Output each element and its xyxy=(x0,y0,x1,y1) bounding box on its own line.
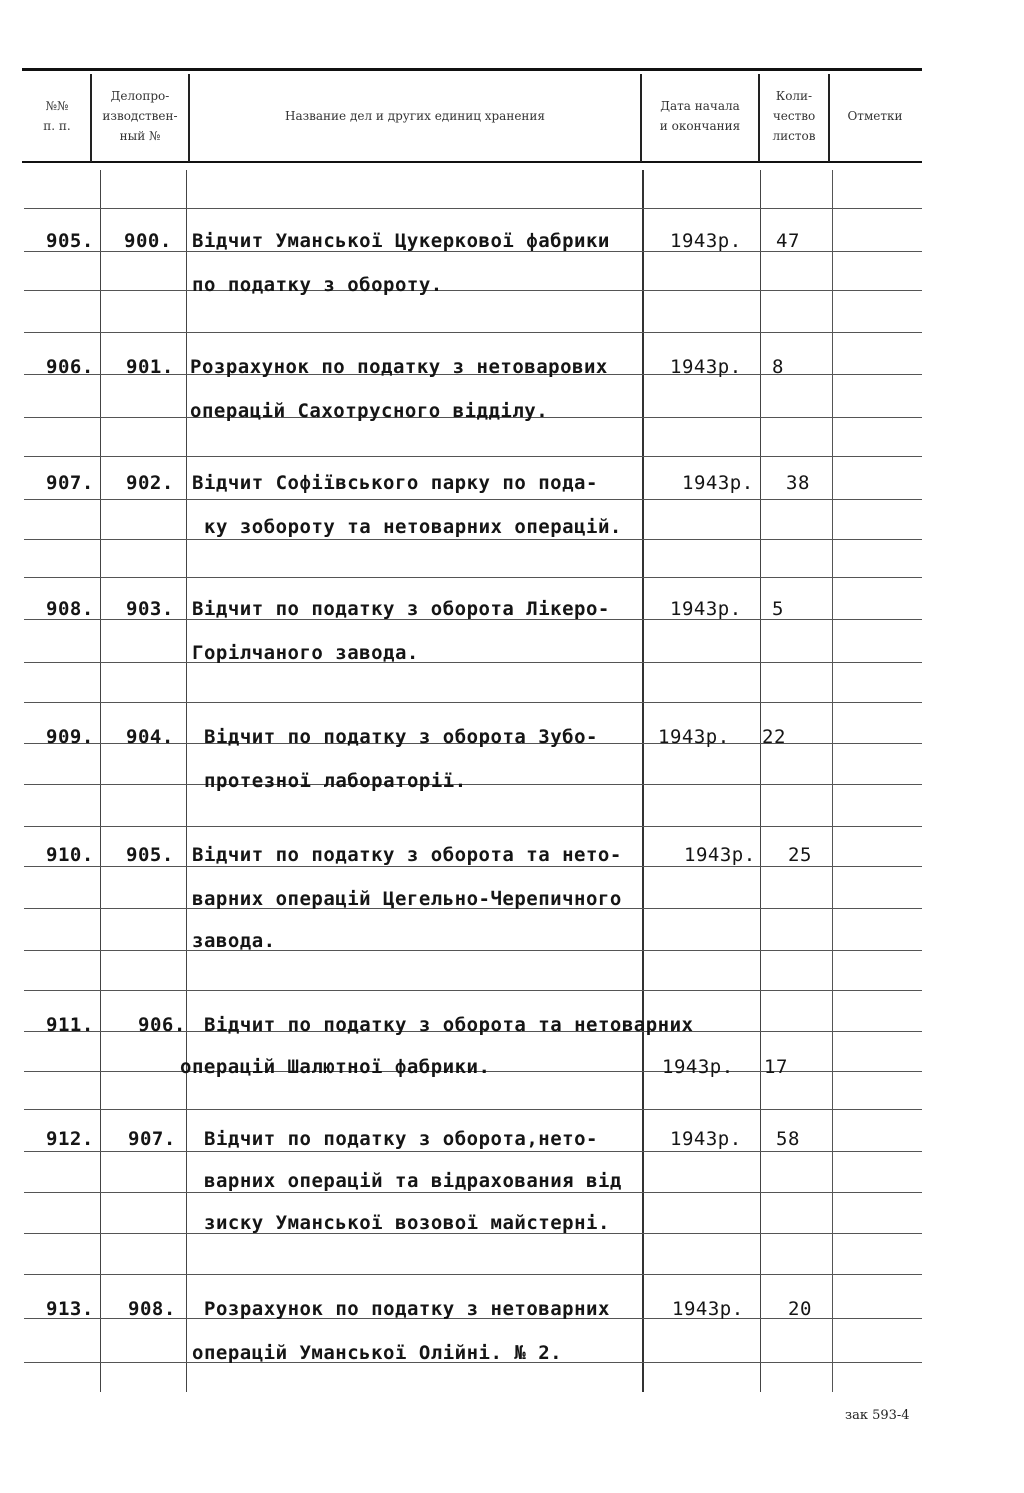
row-906-title-line-1: Розрахунок по податку з нетоварових xyxy=(190,356,608,378)
row-906-num: 906. xyxy=(46,356,94,378)
row-910-date: 1943р. xyxy=(684,844,756,866)
row-909-date: 1943р. xyxy=(658,726,730,748)
row-912-title-line-2: варних операцій та відрахования від xyxy=(204,1170,622,1192)
ruled-line xyxy=(24,702,922,703)
row-913-title-line-1: Розрахунок по податку з нетоварних xyxy=(204,1298,610,1320)
row-911-date: 1943р. xyxy=(662,1056,734,1078)
row-910-num: 910. xyxy=(46,844,94,866)
row-910-office: 905. xyxy=(126,844,174,866)
ruled-line xyxy=(24,290,922,291)
row-908-title-line-2: Горілчаного завода. xyxy=(192,642,419,664)
ruled-line xyxy=(24,577,922,578)
row-907-title-line-1: Відчит Софіївського парку по пода- xyxy=(192,472,598,494)
row-913-sheets: 20 xyxy=(788,1298,812,1320)
row-909-title-line-1: Відчит по податку з оборота Зубо- xyxy=(204,726,598,748)
row-906-office: 901. xyxy=(126,356,174,378)
row-912-sheets: 58 xyxy=(776,1128,800,1150)
row-911-num: 911. xyxy=(46,1014,94,1036)
row-907-date: 1943р. xyxy=(682,472,754,494)
ruled-line xyxy=(24,1274,922,1275)
ruled-line xyxy=(24,456,922,457)
col-divider-header-4 xyxy=(758,74,760,162)
row-907-sheets: 38 xyxy=(786,472,810,494)
row-909-sheets: 22 xyxy=(762,726,786,748)
ruled-line xyxy=(24,826,922,827)
header-notes: Отметки xyxy=(847,109,903,123)
header-office-number: Делопро- изводствен- ный № xyxy=(102,89,178,143)
col-divider-3 xyxy=(642,170,644,1392)
col-divider-header-2 xyxy=(188,74,190,162)
ruled-line xyxy=(24,784,922,785)
row-905-num: 905. xyxy=(46,230,94,252)
ruled-line xyxy=(24,950,922,951)
row-910-title-line-1: Відчит по податку з оборота та нето- xyxy=(192,844,622,866)
row-913-num: 913. xyxy=(46,1298,94,1320)
col-divider-5 xyxy=(832,170,833,1392)
ruled-line xyxy=(24,1151,922,1152)
row-905-sheets: 47 xyxy=(776,230,800,252)
col-divider-2 xyxy=(186,170,187,1392)
row-905-office: 900. xyxy=(124,230,172,252)
row-912-title-line-3: зиску Уманської возової майстерні. xyxy=(204,1212,610,1234)
col-divider-header-5 xyxy=(828,74,830,162)
ruled-line xyxy=(24,499,922,500)
row-908-num: 908. xyxy=(46,598,94,620)
row-908-title-line-1: Відчит по податку з оборота Лікеро- xyxy=(192,598,610,620)
header-title: Название дел и других единиц хранения xyxy=(284,109,545,123)
row-907-office: 902. xyxy=(126,472,174,494)
row-905-title-line-2: по податку з обороту. xyxy=(192,274,443,296)
header-bottom-rule xyxy=(22,161,922,163)
row-911-office: 906. xyxy=(138,1014,186,1036)
ruled-line xyxy=(24,662,922,663)
ruled-line xyxy=(24,1109,922,1110)
row-912-office: 907. xyxy=(128,1128,176,1150)
header-top-rule xyxy=(22,68,922,71)
row-905-title-line-1: Відчит Уманської Цукеркової фабрики xyxy=(192,230,610,252)
row-911-title-line-1: Відчит по податку з оборота та нетоварних xyxy=(204,1014,694,1036)
row-910-sheets: 25 xyxy=(788,844,812,866)
row-906-date: 1943р. xyxy=(670,356,742,378)
row-907-title-line-2: ку зобороту та нетоварних операцій. xyxy=(204,516,622,538)
row-911-sheets: 17 xyxy=(764,1056,788,1078)
row-910-title-line-3: завода. xyxy=(192,930,276,952)
ruled-line xyxy=(24,332,922,333)
col-divider-header-3 xyxy=(640,74,642,162)
col-divider-4 xyxy=(760,170,761,1392)
row-910-title-line-2: варних операцій Цегельно-Черепичного xyxy=(192,888,622,910)
row-913-office: 908. xyxy=(128,1298,176,1320)
row-908-date: 1943р. xyxy=(670,598,742,620)
row-909-num: 909. xyxy=(46,726,94,748)
row-905-date: 1943р. xyxy=(670,230,742,252)
ruled-line xyxy=(24,1192,922,1193)
ruled-line xyxy=(24,990,922,991)
header-sheets: Коли- чество листов xyxy=(772,89,816,143)
ruled-line xyxy=(24,866,922,867)
col-divider-header-1 xyxy=(90,74,92,162)
row-912-title-line-1: Відчит по податку з оборота,нето- xyxy=(204,1128,598,1150)
col-divider-1 xyxy=(100,170,101,1392)
row-911-title-line-2: операцій Шалютної фабрики. xyxy=(180,1056,491,1078)
row-913-date: 1943р. xyxy=(672,1298,744,1320)
ruled-line xyxy=(24,539,922,540)
row-912-num: 912. xyxy=(46,1128,94,1150)
ruled-line xyxy=(24,208,922,209)
row-912-date: 1943р. xyxy=(670,1128,742,1150)
header-dates: Дата начала и окончания xyxy=(659,99,741,133)
row-909-office: 904. xyxy=(126,726,174,748)
header-num: №№ п. п. xyxy=(43,99,71,133)
row-907-num: 907. xyxy=(46,472,94,494)
row-908-sheets: 5 xyxy=(772,598,784,620)
order-stamp: зак 593-4 xyxy=(845,1408,910,1423)
row-909-title-line-2: протезної лабораторії. xyxy=(204,770,467,792)
row-908-office: 903. xyxy=(126,598,174,620)
row-906-sheets: 8 xyxy=(772,356,784,378)
row-913-title-line-2: операцій Уманської Олійні. № 2. xyxy=(192,1342,563,1364)
row-906-title-line-2: операцій Сахотрусного відділу. xyxy=(190,400,549,422)
